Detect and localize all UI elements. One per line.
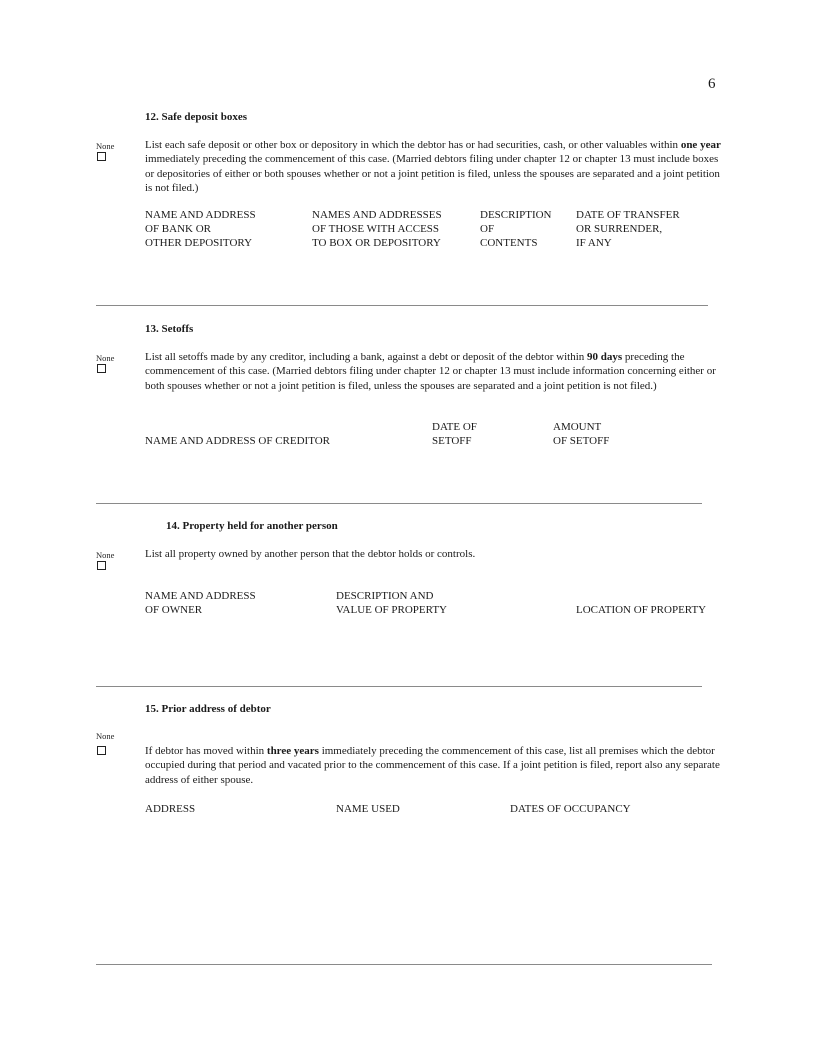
section-12-col-4 [576,208,680,251]
column-header-line: LOCATION OF PROPERTY [576,604,707,617]
column-header-line: OF THOSE WITH ACCESS [312,223,440,236]
section-15-heading: 15. Prior address of debtor [145,703,271,715]
section-12-divider [96,305,708,306]
section-14-col-2 [336,589,447,617]
column-header-line: OF BANK OR [145,223,212,236]
section-14-divider [96,686,702,687]
section-14-none-checkbox[interactable] [97,561,106,570]
paragraph-text: immediately preceding the commencement of this case. (Married debtors filing under chapter 12 or chapter 13 must include boxes or depositories of either or both spouses whether or not a joint petition is filed, unless the spouses are separated and a joint petition is not filed.) [145,153,720,194]
section-13-divider [96,503,702,504]
paragraph-text: If debtor has moved within [145,745,267,757]
section-12-none-label: None [96,141,115,151]
column-header-line: DESCRIPTION [480,209,552,221]
section-15-none-checkbox[interactable] [97,746,106,755]
column-header-line: OF OWNER [145,604,203,617]
section-13-col-1 [145,420,330,448]
section-13-paragraph [145,350,721,393]
emphasis-text: 90 days [587,351,623,363]
column-header-line: IF ANY [576,237,612,250]
column-header-line: DATE OF TRANSFER [576,209,680,221]
column-header-line: CONTENTS [480,237,538,250]
section-12-col-3 [480,208,552,251]
paragraph-text: List all property owned by another person that the debtor holds or controls. [145,548,476,560]
column-header-line: DATES OF OCCUPANCY [510,803,631,815]
column-header-line: SETOFF [432,435,472,448]
column-header-line [576,589,706,603]
section-12-none-checkbox[interactable] [97,152,106,161]
section-15-none-label: None [96,731,115,741]
section-12-col-2 [312,208,442,251]
column-header-line: NAMES AND ADDRESSES [312,209,442,221]
column-header-line: NAME AND ADDRESS OF CREDITOR [145,435,330,448]
column-header-line: OTHER DEPOSITORY [145,237,253,250]
page-bottom-divider [96,964,712,965]
column-header-line: VALUE OF PROPERTY [336,604,447,617]
column-header-line [145,420,330,434]
paragraph-text: List each safe deposit or other box or depository in which the debtor has or had securities, cash, or other valuables within [145,139,681,151]
section-15-paragraph [145,744,721,787]
column-header-line: OF [480,223,495,236]
section-13-none-label: None [96,353,115,363]
paragraph-text: preceding the commencement of this case. (Married debtors filing under chapter 12 or chapter 13 must include information concerning either or both spouses whether or not a joint petition is filed, unless the spouses are separated and a joint petition is not filed.) [145,351,716,392]
section-14-col-1 [145,589,256,617]
section-14-none-label: None [96,550,115,560]
section-14-paragraph [145,547,721,561]
column-header-line: NAME AND ADDRESS [145,209,256,221]
section-15-col-2 [336,802,400,816]
column-header-line: NAME AND ADDRESS [145,590,256,602]
section-13-none-checkbox[interactable] [97,364,106,373]
column-header-line: ADDRESS [145,803,196,815]
column-header-line: AMOUNT [553,421,602,433]
paragraph-text: immediately preceding the commencement of this case, list all premises which the debtor occupied during that period and vacated prior to the commencement of this case. If a joint petition is filed, report also any separate address of either spouse. [145,745,720,786]
section-15-col-3 [510,802,631,816]
paragraph-text: List all setoffs made by any creditor, including a bank, against a debt or deposit of the debtor within [145,351,587,363]
section-12-heading: 12. Safe deposit boxes [145,111,248,123]
section-15-col-1 [145,802,195,816]
section-13-col-3 [553,420,609,448]
page-number: 6 [708,76,716,92]
section-13-heading: 13. Setoffs [145,323,194,335]
column-header-line: DESCRIPTION AND [336,590,434,602]
column-header-line: OR SURRENDER, [576,223,663,236]
emphasis-text: one year [680,139,721,151]
column-header-line: DATE OF [432,421,477,433]
section-12-col-1 [145,208,256,251]
section-12-paragraph [145,138,721,195]
section-14-col-3 [576,589,706,617]
section-13-col-2 [432,420,477,448]
section-14-heading: 14. Property held for another person [166,520,338,532]
column-header-line: NAME USED [336,803,400,815]
column-header-line: TO BOX OR DEPOSITORY [312,237,441,250]
column-header-line: OF SETOFF [553,435,610,448]
emphasis-text: three years [266,745,319,757]
